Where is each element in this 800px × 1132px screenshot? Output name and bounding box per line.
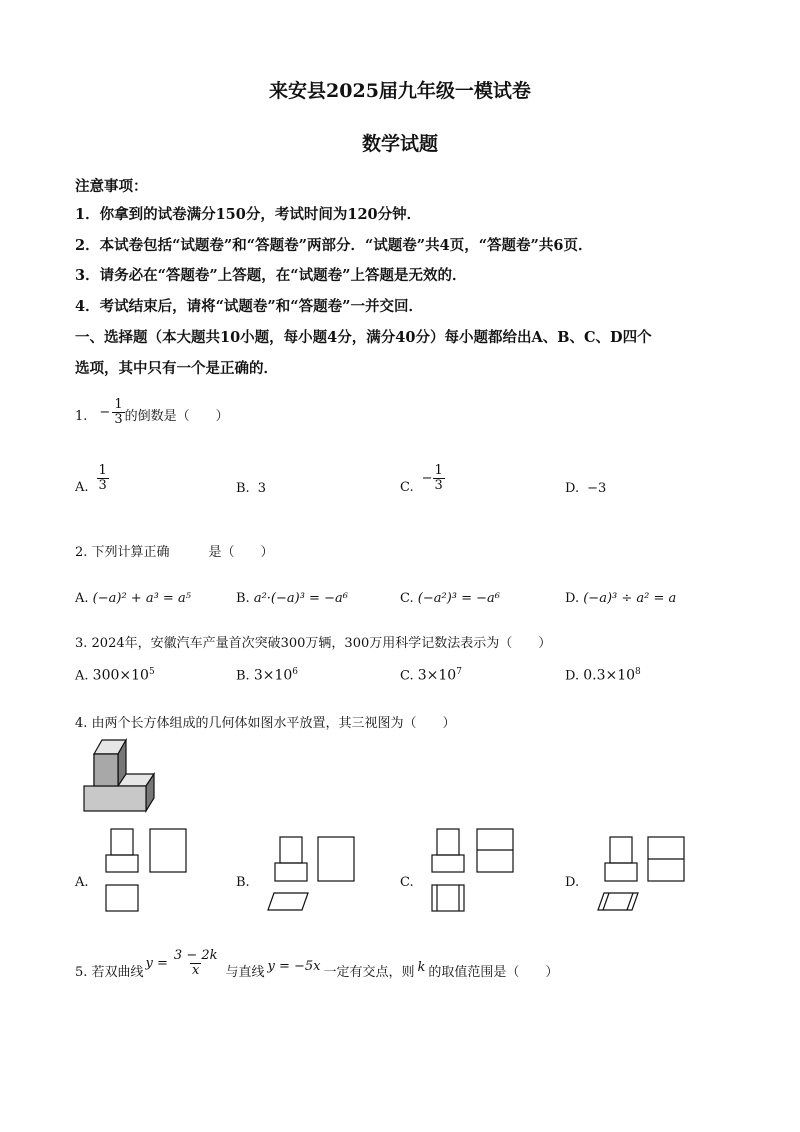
q2-option-a: A. (−a)² + a³ = a⁵ <box>75 591 191 606</box>
front-view-top <box>280 837 302 863</box>
base-box-front <box>84 786 146 811</box>
question-5 <box>75 947 558 980</box>
q3-option-c: C. $3\times 10^7$ <box>400 667 462 684</box>
question-3: 3. 2024年，安徽汽车产量首次突破300万辆，300万用科学记数法表示为（ ） <box>75 636 552 651</box>
exam-title: 来安县2025届九年级一模试卷 <box>269 80 531 102</box>
q4-option-b-views <box>268 833 358 923</box>
q5-y-equals: y = <box>145 956 168 971</box>
q1-option-a: A. $\frac{1}{3}$ <box>75 463 107 495</box>
notes-heading: 注意事项： <box>75 178 148 195</box>
q4-option-b-label: B. <box>236 875 250 890</box>
q4-option-c-views <box>430 827 520 917</box>
q3-option-d: D. $0.3\times 10^8$ <box>565 667 641 684</box>
q5-middle: 与直线 <box>225 965 265 980</box>
section-heading-line2: 选项，其中只有一个是正确的． <box>75 360 278 377</box>
front-view-bottom <box>605 863 637 881</box>
note-item-3: 3．请务必在“答题卷”上答题，在“试题卷”上答题是无效的． <box>75 267 467 284</box>
q3-option-a: A. $300\times 10^5$ <box>75 667 155 684</box>
q5-prefix: 5. 若双曲线 <box>75 965 144 980</box>
q2-option-b: B. a²·(−a)³ = −a⁶ <box>236 591 348 606</box>
q4-solid-figure <box>82 736 162 816</box>
q1-option-c: C. − $\frac{1}{3}$ <box>400 463 443 495</box>
question-1 <box>75 398 229 426</box>
side-view <box>150 829 186 872</box>
side-view <box>318 837 354 881</box>
q3-option-b: B. $3\times 10^6$ <box>236 667 299 684</box>
front-view-top <box>437 829 459 855</box>
top-view-line-left <box>603 893 609 910</box>
front-view-top <box>111 829 133 855</box>
q4-option-c-label: C. <box>400 875 414 890</box>
note-item-2: 2．本试卷包括“试题卷”和“答题卷”两部分．“试题卷”共4页，“答题卷”共6页． <box>75 237 593 254</box>
q2-option-c: C. (−a²)³ = −a⁶ <box>400 591 500 606</box>
q4-option-a-views <box>104 827 194 917</box>
note-item-1: 1．你拿到的试卷满分150分，考试时间为120分钟． <box>75 206 422 223</box>
top-view <box>106 885 138 911</box>
q5-suffix-b: 的取值范围是（ ） <box>428 965 559 980</box>
q5-line-equation: y = −5x <box>267 959 321 974</box>
q4-option-a-label: A. <box>75 875 89 890</box>
top-view-parallelogram <box>268 893 308 910</box>
q1-option-d: D. −3 <box>565 481 607 496</box>
q5-fraction: $\frac{3 - 2k}{x}$ <box>173 948 218 978</box>
q1-option-b: B. 3 <box>236 481 266 496</box>
question-2: 2. 下列计算正确 是（ ） <box>75 545 274 560</box>
front-view-bottom <box>275 863 307 881</box>
q4-option-d-label: D. <box>565 875 580 890</box>
q5-suffix-a: 一定有交点，则 <box>323 965 415 980</box>
top-view-line-right <box>627 893 633 910</box>
q1-minus: − <box>99 404 111 420</box>
q1-fraction: $\frac{1}{3}$ <box>114 397 123 427</box>
q5-k: k <box>417 960 426 975</box>
front-view-bottom <box>106 855 138 872</box>
q4-option-d-views <box>598 833 688 923</box>
note-item-4: 4．考试结束后，请将“试题卷”和“答题卷”一并交回． <box>75 298 423 315</box>
section-heading-line1: 一、选择题（本大题共10小题，每小题4分，满分40分）每小题都给出A、B、C、D四个 <box>75 329 652 346</box>
exam-subtitle: 数学试题 <box>361 133 438 155</box>
front-view-top <box>610 837 632 863</box>
q2-option-d: D. (−a)³ ÷ a² = a <box>565 591 677 606</box>
tall-box-front-upper <box>94 754 118 786</box>
front-view-bottom <box>432 855 464 872</box>
q1-text: 的倒数是（ ） <box>124 409 229 425</box>
q1-number: 1. <box>75 409 88 425</box>
question-4: 4. 由两个长方体组成的几何体如图水平放置，其三视图为（ ） <box>75 716 456 731</box>
